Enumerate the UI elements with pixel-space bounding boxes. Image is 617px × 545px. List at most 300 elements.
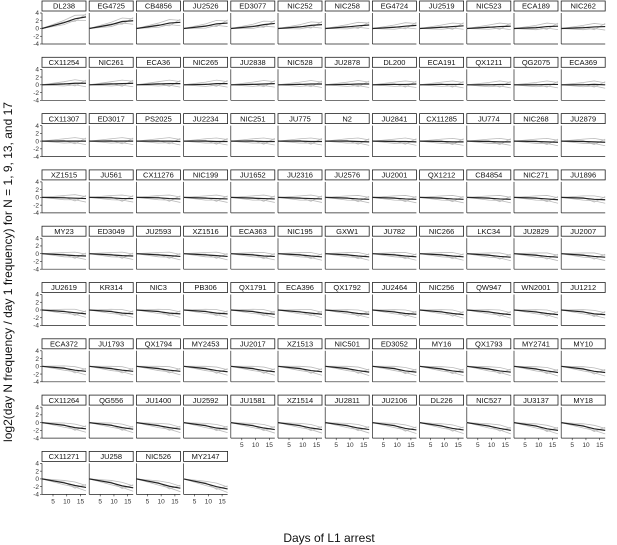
facet-label: ECA363 [238, 226, 267, 236]
facet-label: JU3137 [523, 395, 549, 405]
facet-panel [561, 170, 605, 213]
facet-label: NIC195 [287, 226, 313, 236]
y-tick-label: -4 [33, 210, 39, 218]
facet-panel [184, 339, 228, 382]
x-tick-label: 10 [535, 442, 543, 450]
x-tick-label: 5 [428, 442, 433, 450]
facet-panel [514, 170, 558, 213]
facet-label: JU2841 [381, 114, 408, 124]
facet-label: JU2106 [381, 395, 408, 405]
mean-line [184, 197, 228, 199]
y-tick-label: 0 [35, 194, 39, 202]
facet-panel [89, 395, 133, 438]
facet-label: XZ1515 [50, 170, 78, 180]
facet-panel [467, 226, 511, 269]
facet-panel [278, 339, 322, 382]
x-tick-label: 5 [381, 442, 386, 450]
facet-label: JU2576 [334, 170, 361, 180]
x-tick-label: 15 [548, 442, 557, 450]
y-tick-label: -2 [33, 371, 39, 379]
facet-label: NIC199 [192, 170, 219, 180]
x-tick-label: 10 [63, 498, 71, 506]
y-tick-label: -4 [33, 322, 39, 330]
x-tick-label: 15 [171, 498, 179, 506]
x-tick-label: 15 [501, 442, 509, 450]
facet-panel [372, 114, 416, 157]
facet-label: JU2593 [145, 226, 172, 236]
facet-label: JU775 [289, 114, 311, 124]
facet-panel [420, 1, 464, 44]
facet-label: MY2453 [191, 339, 220, 349]
mean-line [325, 366, 369, 372]
x-tick-label: 15 [596, 442, 604, 450]
x-tick-label: 5 [570, 442, 575, 450]
facet-label: DL226 [430, 395, 453, 405]
y-tick-label: 4 [35, 404, 39, 412]
facet-label: JU2464 [381, 283, 408, 293]
y-tick-label: 0 [35, 419, 39, 427]
facet-panel [136, 114, 180, 157]
facet-label: GXW1 [336, 226, 359, 236]
facet-label: JU2519 [428, 1, 455, 11]
facet-label: NIC527 [476, 395, 502, 405]
facet-panel [420, 283, 464, 326]
x-tick-label: 5 [239, 442, 244, 450]
facet-panel [231, 226, 275, 269]
mean-line [231, 197, 275, 199]
facet-panel [89, 57, 133, 100]
facet-panel [514, 226, 558, 269]
y-tick-label: -4 [33, 435, 39, 443]
y-tick-label: -4 [33, 266, 39, 274]
facet-label: CX11254 [48, 58, 80, 67]
replicate-line [89, 423, 133, 433]
facet-label: QX1793 [475, 339, 503, 349]
facet-label: ECA36 [146, 58, 171, 67]
facet-panel [136, 170, 180, 213]
facet-panel [33, 226, 86, 273]
y-axis-title: log2(day N frequency / day 1 frequency) for N = 1, 9, 13, and 17 [1, 102, 15, 442]
facet-panel [184, 170, 228, 213]
x-tick-label: 5 [287, 442, 291, 450]
facet-label: JU2811 [334, 395, 360, 405]
facet-panel [514, 57, 558, 100]
facet-panel [514, 395, 558, 449]
facet-panel [561, 226, 605, 269]
y-tick-label: 2 [35, 299, 39, 307]
y-tick-label: 0 [35, 82, 39, 89]
facet-label: ECA369 [569, 58, 598, 67]
facet-label: JU2879 [570, 114, 597, 124]
facet-panel [467, 57, 511, 100]
facet-label: JU258 [100, 452, 123, 462]
mean-line [372, 141, 416, 142]
facet-label: XZ1516 [192, 226, 219, 236]
y-tick-label: -2 [33, 427, 39, 435]
replicate-line [561, 423, 605, 434]
facet-panel [184, 226, 228, 269]
facet-panel [231, 1, 275, 44]
mean-line [278, 25, 322, 29]
facet-label: NIC528 [287, 58, 313, 67]
facet-panel [33, 1, 86, 48]
facet-label: JU2829 [523, 226, 549, 236]
facet-label: NIC523 [476, 1, 502, 11]
y-tick-label: -4 [33, 491, 39, 499]
facet-label: JU1581 [239, 395, 266, 405]
replicate-line [372, 423, 416, 434]
facet-label: KR314 [99, 283, 123, 293]
facet-panel [278, 57, 322, 100]
facet-label: JU774 [477, 114, 500, 124]
x-tick-label: 10 [440, 442, 448, 450]
facet-panel [372, 226, 416, 269]
facet-panel [561, 339, 605, 382]
facet-panel [184, 57, 228, 100]
x-tick-label: 15 [265, 442, 273, 450]
facet-label: ECA191 [427, 58, 456, 67]
facet-panel [325, 170, 369, 213]
facet-label: MY18 [573, 395, 593, 405]
facet-panel [231, 114, 275, 157]
facet-panel [89, 226, 133, 269]
facet-panel [420, 226, 464, 269]
facet-panel [33, 170, 86, 217]
replicate-line [325, 423, 369, 433]
x-tick-label: 5 [523, 442, 527, 450]
y-tick-label: 2 [35, 17, 39, 25]
facet-label: NIC3 [149, 283, 167, 293]
facet-panel [184, 451, 228, 505]
facet-panel [561, 114, 605, 157]
x-tick-label: 10 [251, 442, 260, 450]
y-tick-label: 2 [35, 355, 39, 363]
y-tick-label: 2 [35, 130, 39, 138]
facet-label: QW947 [476, 283, 502, 293]
facet-panel [33, 451, 86, 505]
facet-label: NIC526 [145, 452, 172, 462]
facet-panel [467, 1, 511, 44]
facet-label: CB4854 [475, 170, 503, 180]
facet-label: NIC262 [570, 1, 596, 11]
x-tick-label: 15 [454, 442, 462, 450]
facet-panel [325, 114, 369, 157]
mean-line [89, 423, 133, 430]
y-tick-label: -2 [33, 483, 39, 491]
facet-panel [467, 114, 511, 157]
y-tick-label: 4 [35, 179, 39, 187]
y-tick-label: -4 [33, 379, 39, 386]
facet-label: WN2001 [521, 283, 551, 293]
y-tick-label: -4 [33, 153, 39, 161]
facet-label: NIC268 [523, 114, 549, 124]
facet-panel [325, 1, 369, 44]
facet-label: DL200 [383, 58, 406, 67]
facet-panel [561, 283, 605, 326]
facet-label: N2 [342, 114, 352, 124]
facet-panel [372, 395, 416, 449]
y-tick-label: 2 [35, 243, 39, 251]
replicate-line [561, 366, 605, 376]
facet-label: JU2007 [570, 226, 597, 236]
x-axis-title: Days of L1 arrest [283, 531, 375, 545]
facet-panel [467, 339, 511, 382]
facet-panel [136, 226, 180, 269]
y-tick-label: 2 [35, 468, 39, 476]
facet-label: JU2017 [239, 339, 266, 349]
facet-panel [231, 339, 275, 382]
facet-label: NIC266 [428, 226, 455, 236]
y-tick-label: 4 [35, 122, 39, 130]
facet-label: NIC501 [334, 339, 360, 349]
facet-label: ED3052 [380, 339, 408, 349]
x-tick-label: 10 [346, 442, 354, 450]
x-tick-label: 5 [145, 498, 150, 506]
facet-label: QX1794 [144, 339, 173, 349]
facet-label: NIC251 [240, 114, 266, 124]
facet-panel [89, 1, 133, 44]
mean-line [514, 366, 558, 372]
facet-label: ED3049 [97, 226, 125, 236]
mean-line [278, 197, 322, 199]
facet-label: QX1212 [427, 170, 456, 180]
facet-panel [231, 170, 275, 213]
facet-label: CX11276 [143, 170, 174, 180]
facet-panel [136, 339, 180, 382]
facet-label: CX11307 [48, 114, 80, 124]
facet-label: JU2619 [51, 283, 77, 293]
facet-label: MY16 [431, 339, 452, 349]
x-tick-label: 10 [110, 498, 118, 506]
facet-panel [89, 451, 133, 505]
facet-panel [278, 114, 322, 157]
facet-panel [514, 339, 558, 382]
facet-label: QG556 [99, 395, 124, 405]
facet-label: JU1400 [145, 395, 172, 405]
facet-panel [514, 114, 558, 157]
facet-label: ECA396 [286, 283, 314, 293]
facet-panel [184, 1, 228, 44]
facet-label: MY10 [573, 339, 593, 349]
y-tick-label: 4 [35, 348, 39, 355]
facet-label: ECA189 [522, 1, 550, 11]
facet-panel [514, 1, 558, 44]
facet-label: ED3077 [239, 1, 267, 11]
facet-panel [33, 395, 86, 442]
facet-label: JU2878 [334, 58, 361, 67]
x-tick-label: 10 [204, 498, 212, 506]
facet-label: QX1792 [333, 283, 361, 293]
mean-line [42, 17, 86, 29]
y-tick-label: 4 [35, 235, 39, 243]
y-tick-label: -4 [33, 97, 39, 105]
replicate-line [467, 423, 511, 434]
x-tick-label: 15 [76, 498, 85, 506]
y-tick-label: 0 [35, 363, 39, 371]
facet-label: LKC34 [477, 226, 501, 236]
y-tick-label: 0 [35, 25, 39, 33]
mean-line [42, 366, 86, 371]
facet-panel [278, 283, 322, 326]
facet-panel [420, 114, 464, 157]
facet-panel [420, 339, 464, 382]
facet-label: CX11285 [426, 114, 457, 124]
x-tick-label: 5 [334, 442, 339, 450]
facet-panel [136, 1, 180, 44]
y-tick-label: 0 [35, 138, 39, 146]
y-tick-label: 4 [35, 66, 39, 74]
facet-label: JU2001 [381, 170, 408, 180]
y-tick-label: -2 [33, 146, 39, 154]
facet-panel [561, 57, 605, 100]
facet-label: CX11264 [48, 395, 80, 405]
x-tick-label: 5 [51, 498, 55, 506]
y-tick-label: -2 [33, 89, 39, 97]
facet-panel [136, 395, 180, 438]
y-tick-label: 0 [35, 307, 39, 315]
facet-label: NIC261 [98, 58, 124, 67]
x-tick-label: 15 [312, 442, 321, 450]
facet-panel [278, 1, 322, 44]
facet-panel [514, 283, 558, 326]
y-tick-label: -2 [33, 258, 39, 266]
facet-label: JU1793 [98, 339, 125, 349]
facet-panel [325, 283, 369, 326]
facet-panel [561, 395, 605, 449]
facet-label: CX11271 [48, 452, 80, 462]
mean-line [561, 366, 605, 372]
facet-panel [136, 283, 180, 326]
facet-panel [89, 283, 133, 326]
y-tick-label: 2 [35, 186, 39, 194]
x-tick-label: 10 [299, 442, 307, 450]
facet-label: NIC258 [334, 1, 360, 11]
facet-label: QX1211 [475, 58, 503, 67]
mean-line [420, 141, 464, 142]
facet-panel [33, 114, 86, 161]
replicate-line [278, 423, 322, 433]
x-tick-label: 15 [124, 498, 132, 506]
facet-label: ECA372 [50, 339, 78, 349]
facet-panel [372, 283, 416, 326]
facet-label: NIC271 [523, 170, 549, 180]
facet-label: ED3017 [97, 114, 125, 124]
facet-label: QX1791 [239, 283, 267, 293]
y-tick-label: 0 [35, 476, 39, 484]
facet-panel [325, 339, 369, 382]
facet-panel [372, 170, 416, 213]
facet-panel [278, 170, 322, 213]
facet-panel [89, 170, 133, 213]
facet-label: JU1896 [570, 170, 597, 180]
facet-label: DL238 [52, 1, 76, 11]
facet-label: PB306 [194, 283, 217, 293]
facet-label: JU1212 [570, 283, 597, 293]
facet-label: MY23 [54, 226, 74, 236]
facet-label: XZ1514 [286, 395, 314, 405]
facet-panel [278, 395, 322, 449]
facet-panel [136, 451, 180, 505]
facet-panel [325, 226, 369, 269]
facet-label: MY2741 [522, 339, 550, 349]
x-tick-label: 5 [98, 498, 103, 506]
y-tick-label: 4 [35, 291, 39, 299]
facet-panel [89, 339, 133, 382]
x-tick-label: 5 [192, 498, 197, 506]
y-tick-label: 4 [35, 460, 39, 468]
facet-label: CB4856 [144, 1, 172, 11]
facet-label: EG4725 [97, 1, 125, 11]
x-tick-label: 10 [582, 442, 590, 450]
facet-panel [420, 170, 464, 213]
y-tick-label: 0 [35, 250, 39, 258]
mean-line [372, 366, 416, 372]
facet-label: NIC252 [287, 1, 313, 11]
replicate-line [231, 423, 275, 433]
facet-panel [231, 283, 275, 326]
x-tick-label: 10 [393, 442, 401, 450]
facet-panel [420, 57, 464, 100]
facet-label: PS2025 [145, 114, 172, 124]
facet-panel [467, 170, 511, 213]
facet-panel [561, 1, 605, 44]
facet-label: JU782 [383, 226, 406, 236]
facet-label: QG2075 [521, 58, 551, 67]
facet-label: EG4724 [380, 1, 409, 11]
facet-panel [89, 114, 133, 157]
facet-label: XZ1513 [286, 339, 314, 349]
x-tick-label: 10 [157, 498, 165, 506]
x-tick-label: 15 [407, 442, 415, 450]
facet-panel [372, 339, 416, 382]
facet-panel [467, 283, 511, 326]
y-tick-label: -2 [33, 314, 39, 322]
facet-panel [184, 283, 228, 326]
facet-label: NIC265 [192, 58, 219, 67]
facet-label: JU1652 [239, 170, 266, 180]
mean-line [136, 479, 180, 488]
facet-panel [372, 1, 416, 44]
facet-panel [231, 57, 275, 100]
replicate-line [42, 423, 86, 433]
replicate-line [514, 423, 558, 434]
y-tick-label: 2 [35, 74, 39, 82]
facet-label: JU2838 [239, 58, 266, 67]
facet-panels [33, 1, 605, 505]
facet-panel [278, 226, 322, 269]
facet-label: NIC256 [428, 283, 455, 293]
facet-label: MY2147 [191, 452, 220, 462]
facet-label: JU2234 [192, 114, 219, 124]
y-tick-label: -4 [33, 41, 39, 49]
x-tick-label: 15 [360, 442, 368, 450]
y-tick-label: -2 [33, 202, 39, 210]
facet-label: JU2526 [192, 1, 219, 11]
x-tick-label: 5 [475, 442, 480, 450]
y-tick-label: -2 [33, 33, 39, 41]
mean-line [372, 84, 416, 85]
mean-line [467, 141, 511, 142]
mean-line [184, 479, 228, 489]
facet-panel [325, 395, 369, 449]
facet-label: JU561 [100, 170, 123, 180]
facet-panel [33, 339, 86, 386]
facet-panel [184, 395, 228, 438]
facet-label: JU2316 [287, 170, 313, 180]
facet-label: JU2592 [192, 395, 219, 405]
x-tick-label: 15 [218, 498, 226, 506]
x-tick-label: 10 [487, 442, 496, 450]
